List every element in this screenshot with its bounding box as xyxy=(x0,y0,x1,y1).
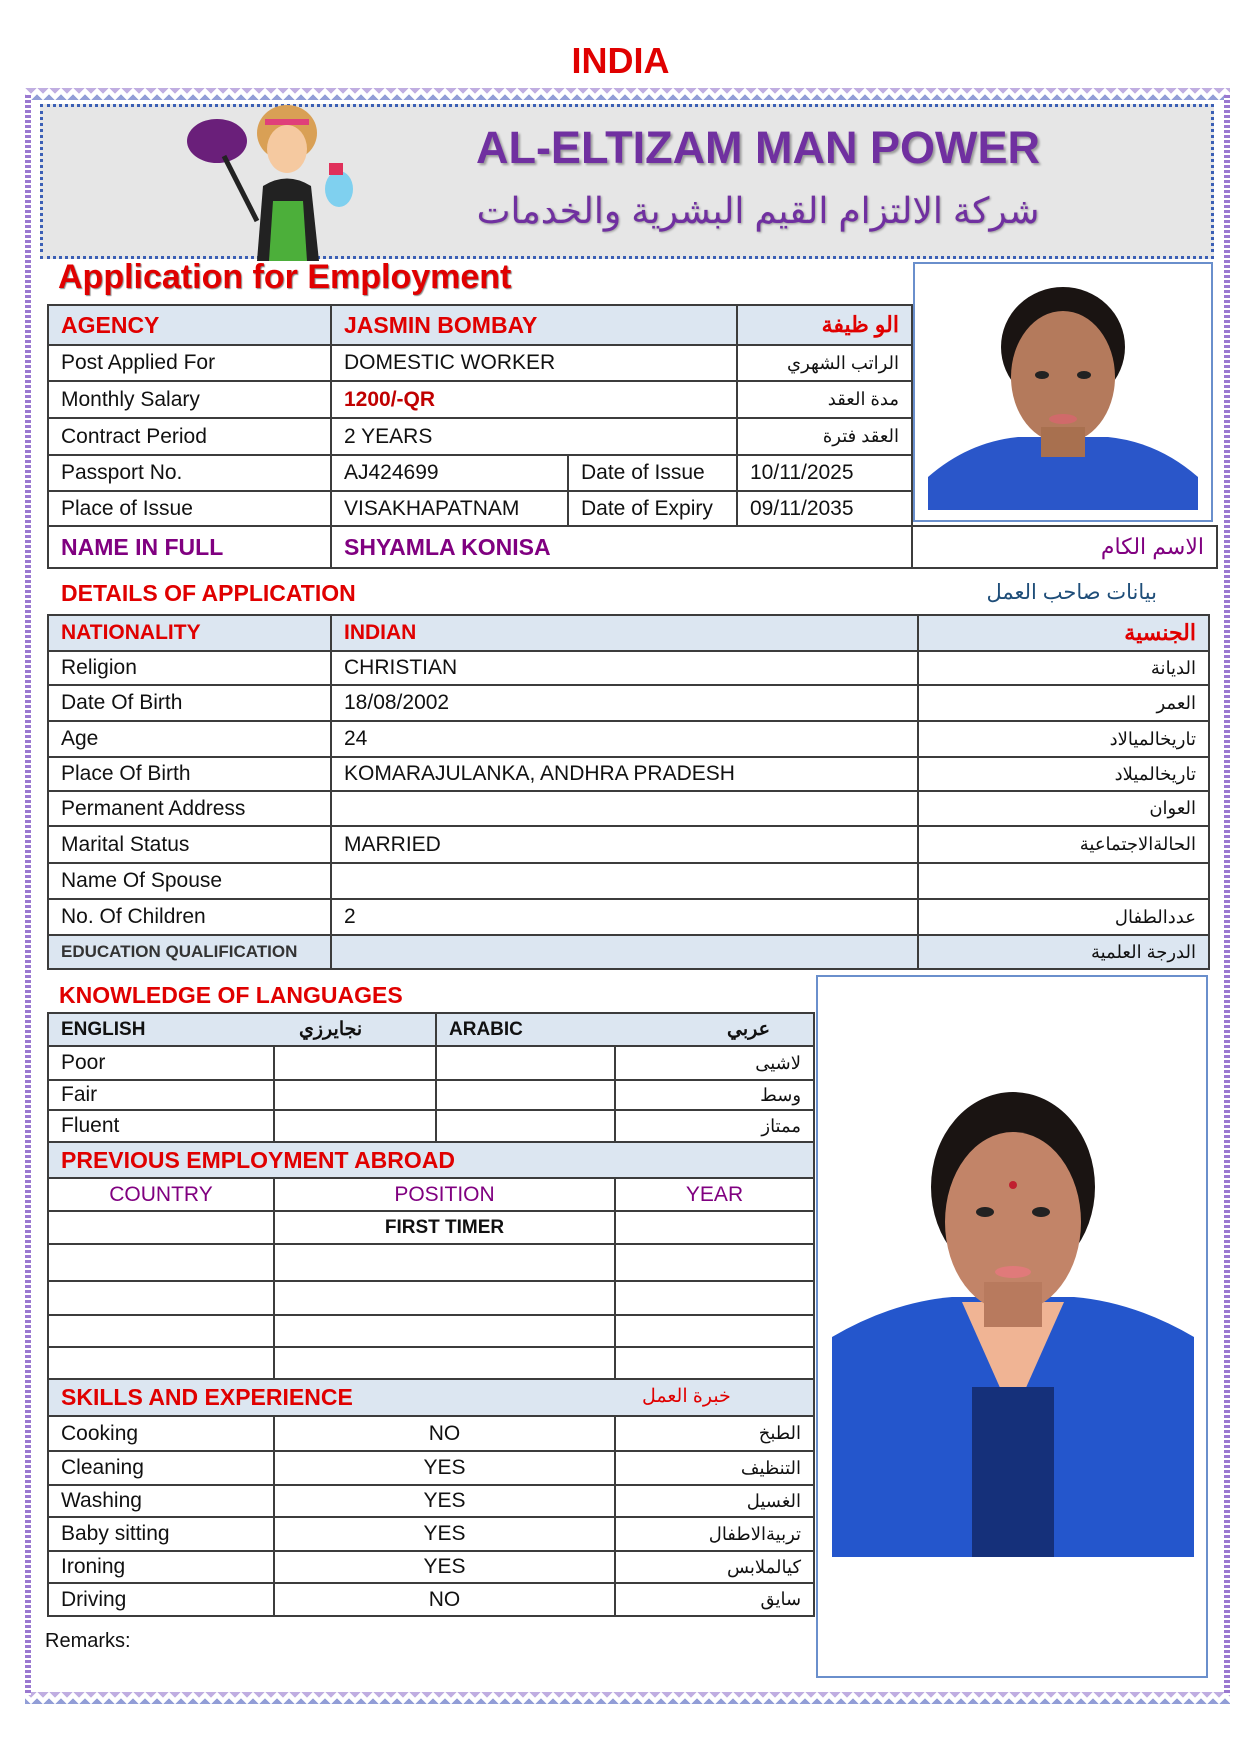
detail-label: No. Of Children xyxy=(48,899,331,935)
level-label: Poor xyxy=(48,1046,274,1080)
detail-value: CHRISTIAN xyxy=(331,651,918,685)
page-border-bottom xyxy=(25,1692,1230,1704)
employment-title: PREVIOUS EMPLOYMENT ABROAD xyxy=(48,1142,814,1178)
remarks-label: Remarks: xyxy=(45,1630,131,1652)
skill-arabic: الطبخ xyxy=(615,1416,814,1451)
detail-arabic: العمر xyxy=(918,685,1209,721)
detail-label: NATIONALITY xyxy=(48,615,331,651)
english-label: ENGLISH xyxy=(61,1018,146,1040)
skill-arabic: التنظيف xyxy=(615,1451,814,1485)
salary-arabic: مدة العقد xyxy=(737,381,912,418)
post-row xyxy=(48,345,912,381)
post-value: DOMESTIC WORKER xyxy=(331,345,737,381)
skills-title-row xyxy=(48,1379,814,1416)
country-cell xyxy=(48,1244,274,1281)
detail-value xyxy=(331,791,918,826)
place-issue-label: Place of Issue xyxy=(48,491,331,526)
detail-label: Date Of Birth xyxy=(48,685,331,721)
english-level-cell[interactable] xyxy=(274,1110,436,1142)
detail-row xyxy=(48,791,1209,826)
contract-label: Contract Period xyxy=(48,418,331,455)
place-issue-value: VISAKHAPATNAM xyxy=(331,491,568,526)
skill-value: YES xyxy=(274,1517,615,1551)
skill-value: NO xyxy=(274,1416,615,1451)
skill-value: YES xyxy=(274,1485,615,1517)
contract-value: 2 YEARS xyxy=(331,418,737,455)
detail-value: 24 xyxy=(331,721,918,757)
full-name-table xyxy=(47,525,1218,569)
country-cell xyxy=(48,1281,274,1315)
salary-label: Monthly Salary xyxy=(48,381,331,418)
skill-label: Ironing xyxy=(48,1551,274,1583)
detail-arabic: العوان xyxy=(918,791,1209,826)
country-cell xyxy=(48,1211,274,1244)
applicant-photo-large xyxy=(832,1087,1194,1557)
name-arabic: الاسم الكام xyxy=(912,526,1217,568)
detail-arabic: تاريخالميلاد xyxy=(918,757,1209,791)
maid-cartoon-logo-icon xyxy=(179,101,384,261)
detail-row xyxy=(48,826,1209,863)
language-header-row xyxy=(48,1013,814,1046)
detail-value: KOMARAJULANKA, ANDHRA PRADESH xyxy=(331,757,918,791)
year-cell xyxy=(615,1244,814,1281)
issue-date-value: 10/11/2025 xyxy=(737,455,912,491)
detail-value xyxy=(331,935,918,969)
country-heading: INDIA xyxy=(571,40,670,81)
skills-title-arabic: خبرة العمل xyxy=(642,1386,731,1407)
skill-row xyxy=(48,1551,814,1583)
arabic-level-cell[interactable] xyxy=(436,1110,615,1142)
skills-title: SKILLS AND EXPERIENCE xyxy=(61,1384,353,1410)
english-level-cell[interactable] xyxy=(274,1046,436,1080)
salary-row xyxy=(48,381,912,418)
name-row xyxy=(48,526,1217,568)
employment-row xyxy=(48,1211,814,1244)
detail-row xyxy=(48,935,1209,969)
detail-row xyxy=(48,685,1209,721)
level-arabic: وسط xyxy=(615,1080,814,1110)
english-header xyxy=(48,1013,436,1046)
languages-title: KNOWLEDGE OF LANGUAGES xyxy=(59,982,403,1008)
employment-row xyxy=(48,1244,814,1281)
detail-label: Religion xyxy=(48,651,331,685)
detail-value xyxy=(331,863,918,899)
skill-value: YES xyxy=(274,1551,615,1583)
details-title: DETAILS OF APPLICATION xyxy=(61,580,356,606)
detail-arabic: الدرجة العلمية xyxy=(918,935,1209,969)
position-column-header: POSITION xyxy=(274,1178,615,1211)
detail-row xyxy=(48,721,1209,757)
passport-label: Passport No. xyxy=(48,455,331,491)
skill-label: Washing xyxy=(48,1485,274,1517)
languages-employment-skills-table xyxy=(47,1012,815,1617)
detail-row xyxy=(48,615,1209,651)
level-label: Fair xyxy=(48,1080,274,1110)
year-cell xyxy=(615,1315,814,1347)
page-border-top xyxy=(25,88,1230,100)
level-arabic: ممتاز xyxy=(615,1110,814,1142)
employment-row xyxy=(48,1281,814,1315)
skill-arabic: تربيةالاطفال xyxy=(615,1517,814,1551)
company-name: AL-ELTIZAM MAN POWER xyxy=(475,122,1041,173)
employment-row xyxy=(48,1347,814,1379)
company-name-arabic: شركة الالتزام القيم البشرية والخدمات xyxy=(476,190,1040,231)
year-column-header: YEAR xyxy=(615,1178,814,1211)
detail-arabic: عددالطفال xyxy=(918,899,1209,935)
page-border-left xyxy=(25,95,31,1695)
agency-label: AGENCY xyxy=(48,305,331,345)
post-label: Post Applied For xyxy=(48,345,331,381)
detail-row xyxy=(48,899,1209,935)
arabic-level-cell[interactable] xyxy=(436,1046,615,1080)
language-level-row xyxy=(48,1046,814,1080)
position-cell xyxy=(274,1244,615,1281)
name-label: NAME IN FULL xyxy=(48,526,331,568)
skill-value: YES xyxy=(274,1451,615,1485)
agency-row xyxy=(48,305,912,345)
salary-value: 1200/-QR xyxy=(331,381,737,418)
post-arabic: الراتب الشهري xyxy=(737,345,912,381)
skill-label: Driving xyxy=(48,1583,274,1616)
level-label: Fluent xyxy=(48,1110,274,1142)
skill-row xyxy=(48,1416,814,1451)
skill-label: Baby sitting xyxy=(48,1517,274,1551)
position-cell xyxy=(274,1347,615,1379)
detail-arabic: الجنسية xyxy=(918,615,1209,651)
detail-label: Name Of Spouse xyxy=(48,863,331,899)
year-cell xyxy=(615,1347,814,1379)
detail-value: 2 xyxy=(331,899,918,935)
arabic-arabic-label: عربي xyxy=(727,1019,770,1040)
english-arabic-label: نجايرزي xyxy=(299,1019,363,1040)
skill-arabic: كيالملابس xyxy=(615,1551,814,1583)
detail-arabic: تاريخالميالاد xyxy=(918,721,1209,757)
language-level-row xyxy=(48,1110,814,1142)
agency-value: JASMIN BOMBAY xyxy=(331,305,737,345)
detail-value: 18/08/2002 xyxy=(331,685,918,721)
detail-label: Place Of Birth xyxy=(48,757,331,791)
applicant-photo-frame xyxy=(913,262,1213,522)
detail-label: Permanent Address xyxy=(48,791,331,826)
detail-arabic xyxy=(918,863,1209,899)
country-cell xyxy=(48,1347,274,1379)
position-cell xyxy=(274,1315,615,1347)
detail-row xyxy=(48,757,1209,791)
company-banner xyxy=(40,104,1214,259)
skill-row xyxy=(48,1485,814,1517)
year-cell xyxy=(615,1281,814,1315)
name-value: SHYAMLA KONISA xyxy=(331,526,912,568)
expiry-date-value: 09/11/2035 xyxy=(737,491,912,526)
english-level-cell[interactable] xyxy=(274,1080,436,1110)
skill-arabic: سايق xyxy=(615,1583,814,1616)
skill-label: Cleaning xyxy=(48,1451,274,1485)
country-column-header: COUNTRY xyxy=(48,1178,274,1211)
detail-row xyxy=(48,651,1209,685)
contract-arabic: العقد فترة xyxy=(737,418,912,455)
applicant-photo-small xyxy=(928,277,1198,510)
details-title-arabic: بيانات صاحب العمل xyxy=(986,581,1157,604)
language-level-row xyxy=(48,1080,814,1110)
skill-row xyxy=(48,1451,814,1485)
detail-value: INDIAN xyxy=(331,615,918,651)
position-cell: FIRST TIMER xyxy=(274,1211,615,1244)
position-cell xyxy=(274,1281,615,1315)
skill-row xyxy=(48,1583,814,1616)
issue-date-label: Date of Issue xyxy=(568,455,737,491)
form-title: Application for Employment xyxy=(58,258,512,296)
employment-title-row xyxy=(48,1142,814,1178)
detail-row xyxy=(48,863,1209,899)
arabic-header xyxy=(436,1013,814,1046)
applicant-photo-frame-large xyxy=(816,975,1208,1678)
skill-value: NO xyxy=(274,1583,615,1616)
year-cell xyxy=(615,1211,814,1244)
detail-value: MARRIED xyxy=(331,826,918,863)
skill-arabic: الغسيل xyxy=(615,1485,814,1517)
details-table xyxy=(47,614,1210,970)
detail-label: Age xyxy=(48,721,331,757)
detail-label: Marital Status xyxy=(48,826,331,863)
skill-row xyxy=(48,1517,814,1551)
agency-arabic: الو ظيفة xyxy=(737,305,912,345)
employment-summary-table xyxy=(47,304,913,527)
arabic-label: ARABIC xyxy=(449,1018,523,1040)
country-cell xyxy=(48,1315,274,1347)
detail-arabic: الديانة xyxy=(918,651,1209,685)
contract-row xyxy=(48,418,912,455)
employment-column-header-row xyxy=(48,1178,814,1211)
detail-label: EDUCATION QUALIFICATION xyxy=(48,935,331,969)
page-border-right xyxy=(1224,95,1230,1695)
skill-label: Cooking xyxy=(48,1416,274,1451)
level-arabic: لاشيى xyxy=(615,1046,814,1080)
place-issue-row xyxy=(48,491,912,526)
passport-row xyxy=(48,455,912,491)
employment-row xyxy=(48,1315,814,1347)
detail-arabic: الحالةالاجتماعية xyxy=(918,826,1209,863)
arabic-level-cell[interactable] xyxy=(436,1080,615,1110)
expiry-date-label: Date of Expiry xyxy=(568,491,737,526)
passport-value: AJ424699 xyxy=(331,455,568,491)
skills-title-cell xyxy=(48,1379,814,1416)
